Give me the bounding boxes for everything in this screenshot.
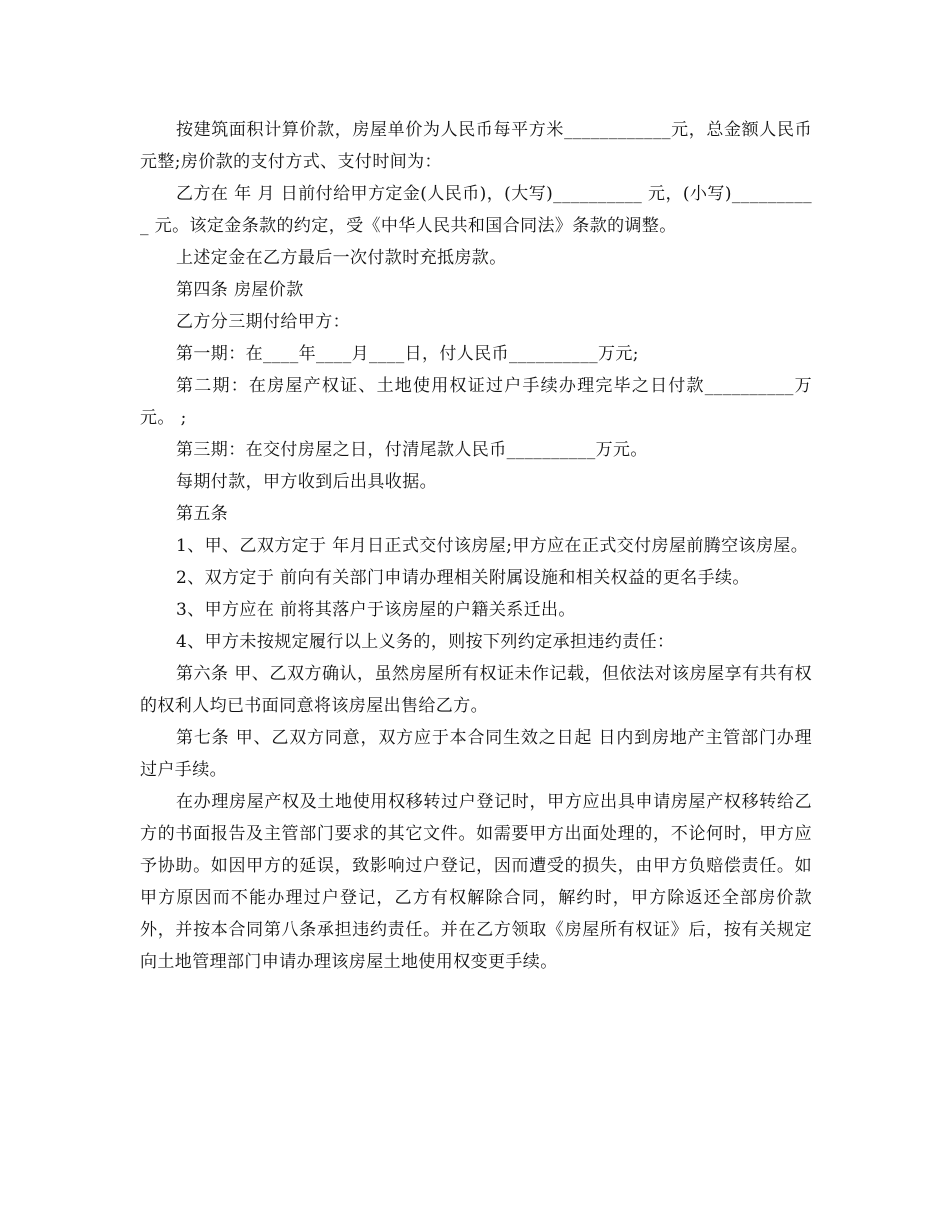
paragraph-installment-2: 第二期：在房屋产权证、土地使用权证过户手续办理完毕之日付款__________万元。 ; bbox=[140, 376, 812, 428]
paragraph-item-4: 4、甲方未按规定履行以上义务的，则按下列约定承担违约责任： bbox=[176, 632, 675, 652]
paragraph-deposit: 乙方在 年 月 日前付给甲方定金(人民币)，(大写)__________ 元，(小写)__________ 元。该定金条款的约定，受《中华人民共和国合同法》条款的调整。 bbox=[140, 184, 812, 236]
paragraph-article-6: 第六条 甲、乙双方确认，虽然房屋所有权证未作记载，但依法对该房屋享有共有权的权利人均已书面同意将该房屋出售给乙方。 bbox=[140, 664, 812, 716]
contract-body bbox=[140, 114, 812, 978]
paragraph-item-3: 3、甲方应在 前将其落户于该房屋的户籍关系迁出。 bbox=[176, 600, 576, 620]
paragraph-price-calculation: 按建筑面积计算价款，房屋单价为人民币每平方米____________元，总金额人民币 元整;房价款的支付方式、支付时间为： bbox=[140, 120, 812, 172]
paragraph-installments: 乙方分三期付给甲方： bbox=[176, 312, 350, 332]
paragraph-item-1: 1、甲、乙双方定于 年月日正式交付该房屋;甲方应在正式交付房屋前腾空该房屋。 bbox=[176, 536, 809, 556]
paragraph-article-7: 第七条 甲、乙双方同意，双方应于本合同生效之日起 日内到房地产主管部门办理过户手续。 bbox=[140, 728, 812, 780]
heading-article-4: 第四条 房屋价款 bbox=[176, 280, 304, 300]
paragraph-transfer-registration: 在办理房屋产权及土地使用权移转过户登记时，甲方应出具申请房屋产权移转给乙方的书面报告及主管部门要求的其它文件。如需要甲方出面处理的，不论何时，甲方应予协助。如因甲方的延误，致影响过户登记，因而遭受的损失，由甲方负赔偿责任。如甲方原因而不能办理过户登记，乙方有权解除合同，解约时，甲方除返还全部房价款外，并按本合同第八条承担违约责任。并在乙方领取《房屋所有权证》后，按有关规定向土地管理部门申请办理该房屋土地使用权变更手续。 bbox=[140, 792, 812, 972]
heading-article-5: 第五条 bbox=[176, 504, 229, 524]
paragraph-installment-1: 第一期：在____年____月____日，付人民币__________万元; bbox=[176, 344, 639, 364]
paragraph-item-2: 2、双方定于 前向有关部门申请办理相关附属设施和相关权益的更名手续。 bbox=[176, 568, 750, 588]
paragraph-installment-3: 第三期：在交付房屋之日，付清尾款人民币__________万元。 bbox=[176, 440, 648, 460]
paragraph-deposit-offset: 上述定金在乙方最后一次付款时充抵房款。 bbox=[176, 248, 507, 268]
paragraph-receipt: 每期付款，甲方收到后出具收据。 bbox=[176, 472, 437, 492]
